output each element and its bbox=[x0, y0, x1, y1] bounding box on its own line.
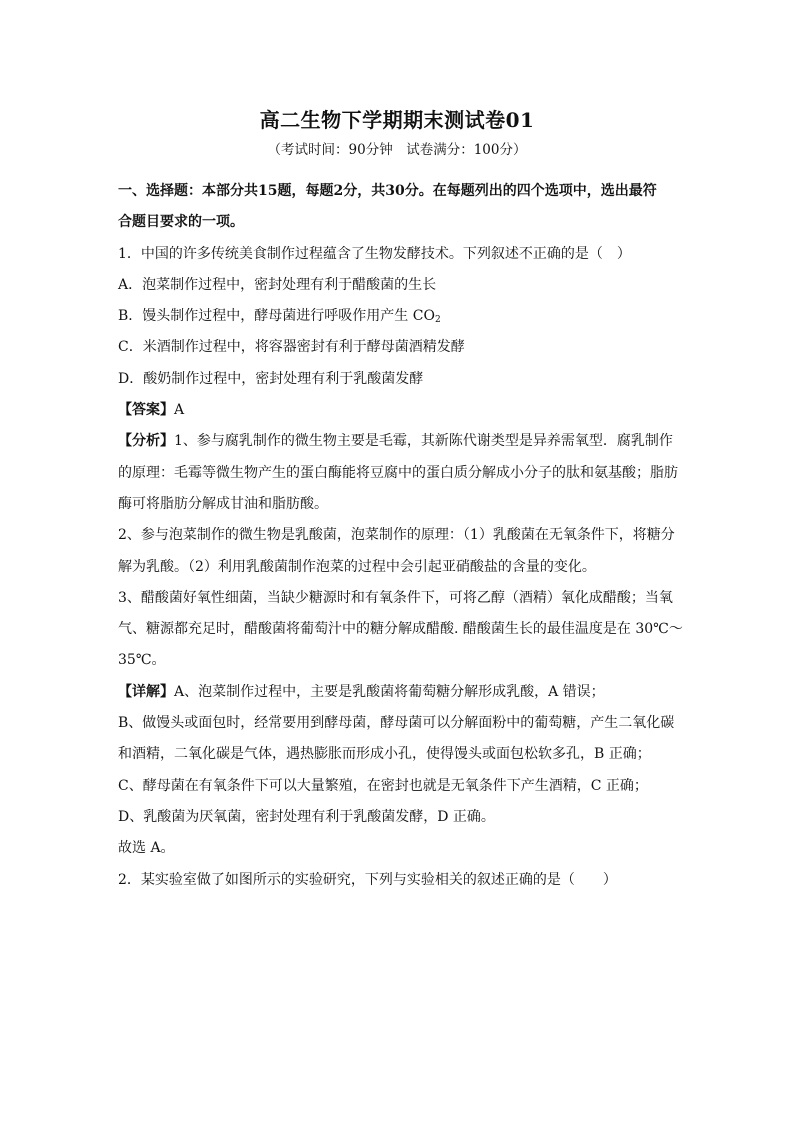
detail-tag: 【详解】 bbox=[118, 683, 174, 700]
analysis-line bbox=[118, 426, 678, 457]
analysis-line: 2、参与泡菜制作的微生物是乳酸菌，泡菜制作的原理：（1）乳酸菌在无氧条件下，将糖分 bbox=[118, 527, 675, 544]
exam-info: （考试时间：90分钟 试卷满分：100分） bbox=[267, 142, 527, 158]
detail-line: B、做馒头或面包时，经常要用到酵母菌，酵母菌可以分解面粉中的葡萄糖，产生二氧化碳 bbox=[118, 715, 675, 732]
analysis-line: 35℃。 bbox=[118, 652, 166, 669]
question-1-stem: 1．中国的许多传统美食制作过程蕴含了生物发酵技术。下列叙述不正确的是（ ） bbox=[118, 245, 631, 262]
detail-text: A、泡菜制作过程中，主要是乳酸菌将葡萄糖分解形成乳酸，A 错误； bbox=[174, 683, 605, 700]
analysis-text: 1、参与腐乳制作的微生物主要是毛霉，其新陈代谢类型是异养需氧型．腐乳制作 bbox=[174, 433, 673, 450]
detail-line: 和酒精，二氧化碳是气体，遇热膨胀而形成小孔，使得馒头或面包松软多孔，B 正确； bbox=[118, 746, 651, 763]
answer-tag: 【答案】 bbox=[118, 402, 174, 419]
document-body bbox=[118, 176, 683, 896]
detail-line bbox=[118, 677, 678, 708]
analysis-tag: 【分析】 bbox=[118, 433, 174, 450]
answer-value: A bbox=[174, 402, 185, 419]
option-d: D．酸奶制作过程中，密封处理有利于乳酸菌发酵 bbox=[118, 370, 424, 387]
answer-line bbox=[118, 395, 678, 426]
option-b bbox=[118, 301, 678, 332]
section-heading-line-1: 一、选择题：本部分共15题，每题2分，共30分。在每题列出的四个选项中，选出最符 bbox=[118, 183, 657, 199]
detail-line: D、乳酸菌为厌氧菌，密封处理有利于乳酸菌发酵，D 正确。 bbox=[118, 808, 495, 825]
detail-line: C、酵母菌在有氧条件下可以大量繁殖，在密封也就是无氧条件下产生酒精，C 正确； bbox=[118, 777, 648, 794]
analysis-line: 的原理：毛霉等微生物产生的蛋白酶能将豆腐中的蛋白质分解成小分子的肽和氨基酸；脂肪 bbox=[118, 464, 678, 481]
analysis-line: 解为乳酸。（2）利用乳酸菌制作泡菜的过程中会引起亚硝酸盐的含量的变化。 bbox=[118, 558, 596, 575]
detail-line: 故选 A。 bbox=[118, 840, 175, 857]
analysis-line: 3、醋酸菌好氧性细菌，当缺少糖源时和有氧条件下，可将乙醇（酒精）氧化成醋酸；当氧 bbox=[118, 589, 673, 606]
analysis-line: 酶可将脂肪分解成甘油和脂肪酸。 bbox=[118, 495, 328, 512]
option-c: C．米酒制作过程中，将容器密封有利于酵母菌酒精发酵 bbox=[118, 339, 465, 356]
option-b-text: B．馒头制作过程中，酵母菌进行呼吸作用产生 CO bbox=[118, 308, 435, 325]
analysis-line: 气、糖源都充足时，醋酸菌将葡萄汁中的糖分解成醋酸. 醋酸菌生长的最佳温度是在 30℃～ bbox=[118, 621, 683, 638]
page-title: 高二生物下学期期末测试卷01 bbox=[259, 108, 535, 132]
option-b-subscript: 2 bbox=[434, 315, 441, 326]
question-2-stem: 2．某实验室做了如图所示的实验研究，下列与实验相关的叙述正确的是（ ） bbox=[118, 871, 617, 888]
option-a: A．泡菜制作过程中，密封处理有利于醋酸菌的生长 bbox=[118, 276, 437, 293]
section-heading-line-2: 合题目要求的一项。 bbox=[118, 214, 244, 231]
